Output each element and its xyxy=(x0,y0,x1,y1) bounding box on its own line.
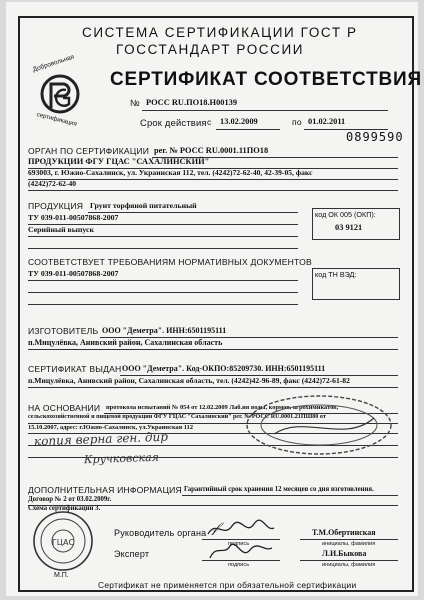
product-name: Грунт торфяной питательный xyxy=(90,201,197,210)
additional-info-label: ДОПОЛНИТЕЛЬНАЯ ИНФОРМАЦИЯ xyxy=(28,485,182,495)
svg-text:ГЦАС: ГЦАС xyxy=(51,538,75,547)
basis-line-1: протокола испытаний № 054 от 12.02.2009 Лаб.ия воды, кормов, агрохимикатов, xyxy=(106,404,339,411)
handwritten-copy-note: копия верна ген. дир xyxy=(33,429,169,449)
basis-line-2: сельскохозяйственной и пищевой продукции ФГУ ГЦАС "Сахалинский" рег. № РОСС RU.0001.21ПШ80 от xyxy=(28,414,326,420)
conformity-label: СООТВЕТСТВУЕТ ТРЕБОВАНИЯМ НОРМАТИВНЫХ ДОКУМЕНТОВ xyxy=(28,257,312,267)
head-label: Руководитель органа xyxy=(114,528,207,538)
round-seal xyxy=(32,510,94,572)
certificate-title: СЕРТИФИКАТ СООТВЕТСТВИЯ xyxy=(110,69,422,90)
organ-name: ПРОДУКЦИИ ФГУ ГЦАС "САХАЛИНСКИЙ" xyxy=(28,157,210,166)
basis-label: НА ОСНОВАНИИ xyxy=(28,403,101,413)
organization-stamp xyxy=(244,394,394,456)
expert-sign-hint: подпись xyxy=(228,562,250,568)
issued-to-name: ООО "Деметра". Код-ОКПО:85209730. ИНН:6501195111 xyxy=(122,364,326,373)
tnved-box xyxy=(312,268,400,300)
gost-r-logo xyxy=(30,53,90,128)
product-label: ПРОДУКЦИЯ xyxy=(28,201,84,211)
head-initials-hint: инициалы, фамилия xyxy=(322,541,376,547)
additional-info-text: Гарантийный срок хранения 12 месяцев со дня изготовления. xyxy=(184,486,374,493)
head-signature-icon xyxy=(206,518,276,540)
serial-number: 0899590 xyxy=(346,130,404,144)
head-name: Т.М.Обертинская xyxy=(312,528,376,537)
expert-initials-hint: инициалы, фамилия xyxy=(322,562,376,568)
expert-name: Л.И.Быкова xyxy=(322,549,367,558)
product-batch: Серийный выпуск xyxy=(28,225,94,234)
number-sign: № xyxy=(130,98,140,108)
mp-mark: М.П. xyxy=(54,572,69,579)
logo-top-text: Добровольная xyxy=(31,53,76,74)
scheme-text: Схема сертификации 3. xyxy=(28,505,101,512)
okp-code: 03 9121 xyxy=(335,223,363,232)
basis-line-3: 15.10.2007, адрес: г.Южно-Сахалинск, ул.Украинская 112 xyxy=(28,424,194,431)
manufacturer-name: ООО "Деметра". ИНН:6501195111 xyxy=(102,326,227,335)
conformity-document: ТУ 039-011-00507868-2007 xyxy=(28,269,119,278)
header-system: СИСТЕМА СЕРТИФИКАЦИИ ГОСТ Р xyxy=(82,25,358,40)
logo-bottom-text: сертификация xyxy=(35,111,78,128)
issued-to-label: СЕРТИФИКАТ ВЫДАН xyxy=(28,364,122,374)
issued-to-address: п.Мицулёвка, Анивский район, Сахалинская область, тел. (4242)42-96-89, факс (4242)72-61-82 xyxy=(28,376,350,385)
handwritten-name: Кручковская xyxy=(83,450,160,467)
expert-label: Эксперт xyxy=(114,549,150,559)
validity-label: Срок действия xyxy=(140,117,207,128)
head-sign-hint: подпись xyxy=(228,541,250,547)
tnved-label: код ТН ВЭД: xyxy=(315,270,357,279)
certificate-number: РОСС RU.ПО18.Н00139 xyxy=(146,98,238,107)
okp-box xyxy=(312,208,400,240)
round-seal-icon xyxy=(32,510,94,572)
expert-signature-icon xyxy=(208,540,274,562)
stamp-oval-icon xyxy=(244,394,394,456)
footer-note: Сертификат не применяется при обязательной сертификации xyxy=(98,580,357,590)
validity-to-label: по xyxy=(292,117,302,127)
contract-text: Договор № 2 от 03.02.2009г. xyxy=(28,496,112,503)
organ-reg-number: рег. № РОСС RU.0001.11ПО18 xyxy=(154,146,269,155)
product-tu: ТУ 039-011-00507868-2007 xyxy=(28,213,119,222)
validity-to-date: 01.02.2011 xyxy=(308,117,346,126)
manufacturer-label: ИЗГОТОВИТЕЛЬ xyxy=(28,326,99,336)
certificate-sheet xyxy=(6,2,422,596)
validity-from-label: с xyxy=(207,117,212,127)
validity-from-date: 13.02.2009 xyxy=(220,117,258,126)
organ-fax: (4242)72-62-40 xyxy=(28,179,77,188)
okp-label: код ОК 005 (ОКП): xyxy=(315,210,376,219)
header-gosstandart: ГОССТАНДАРТ РОССИИ xyxy=(116,42,305,57)
organ-label: ОРГАН ПО СЕРТИФИКАЦИИ xyxy=(28,146,150,156)
organ-address: 693003, г. Южно-Сахалинск, ул. Украинская 112, тел. (4242)72-62-40, 42-39-05, факс xyxy=(28,168,313,177)
manufacturer-address: п.Мицулёвка, Анивский район, Сахалинская область xyxy=(28,338,223,347)
head-signature: 𝒻 xyxy=(212,520,219,536)
